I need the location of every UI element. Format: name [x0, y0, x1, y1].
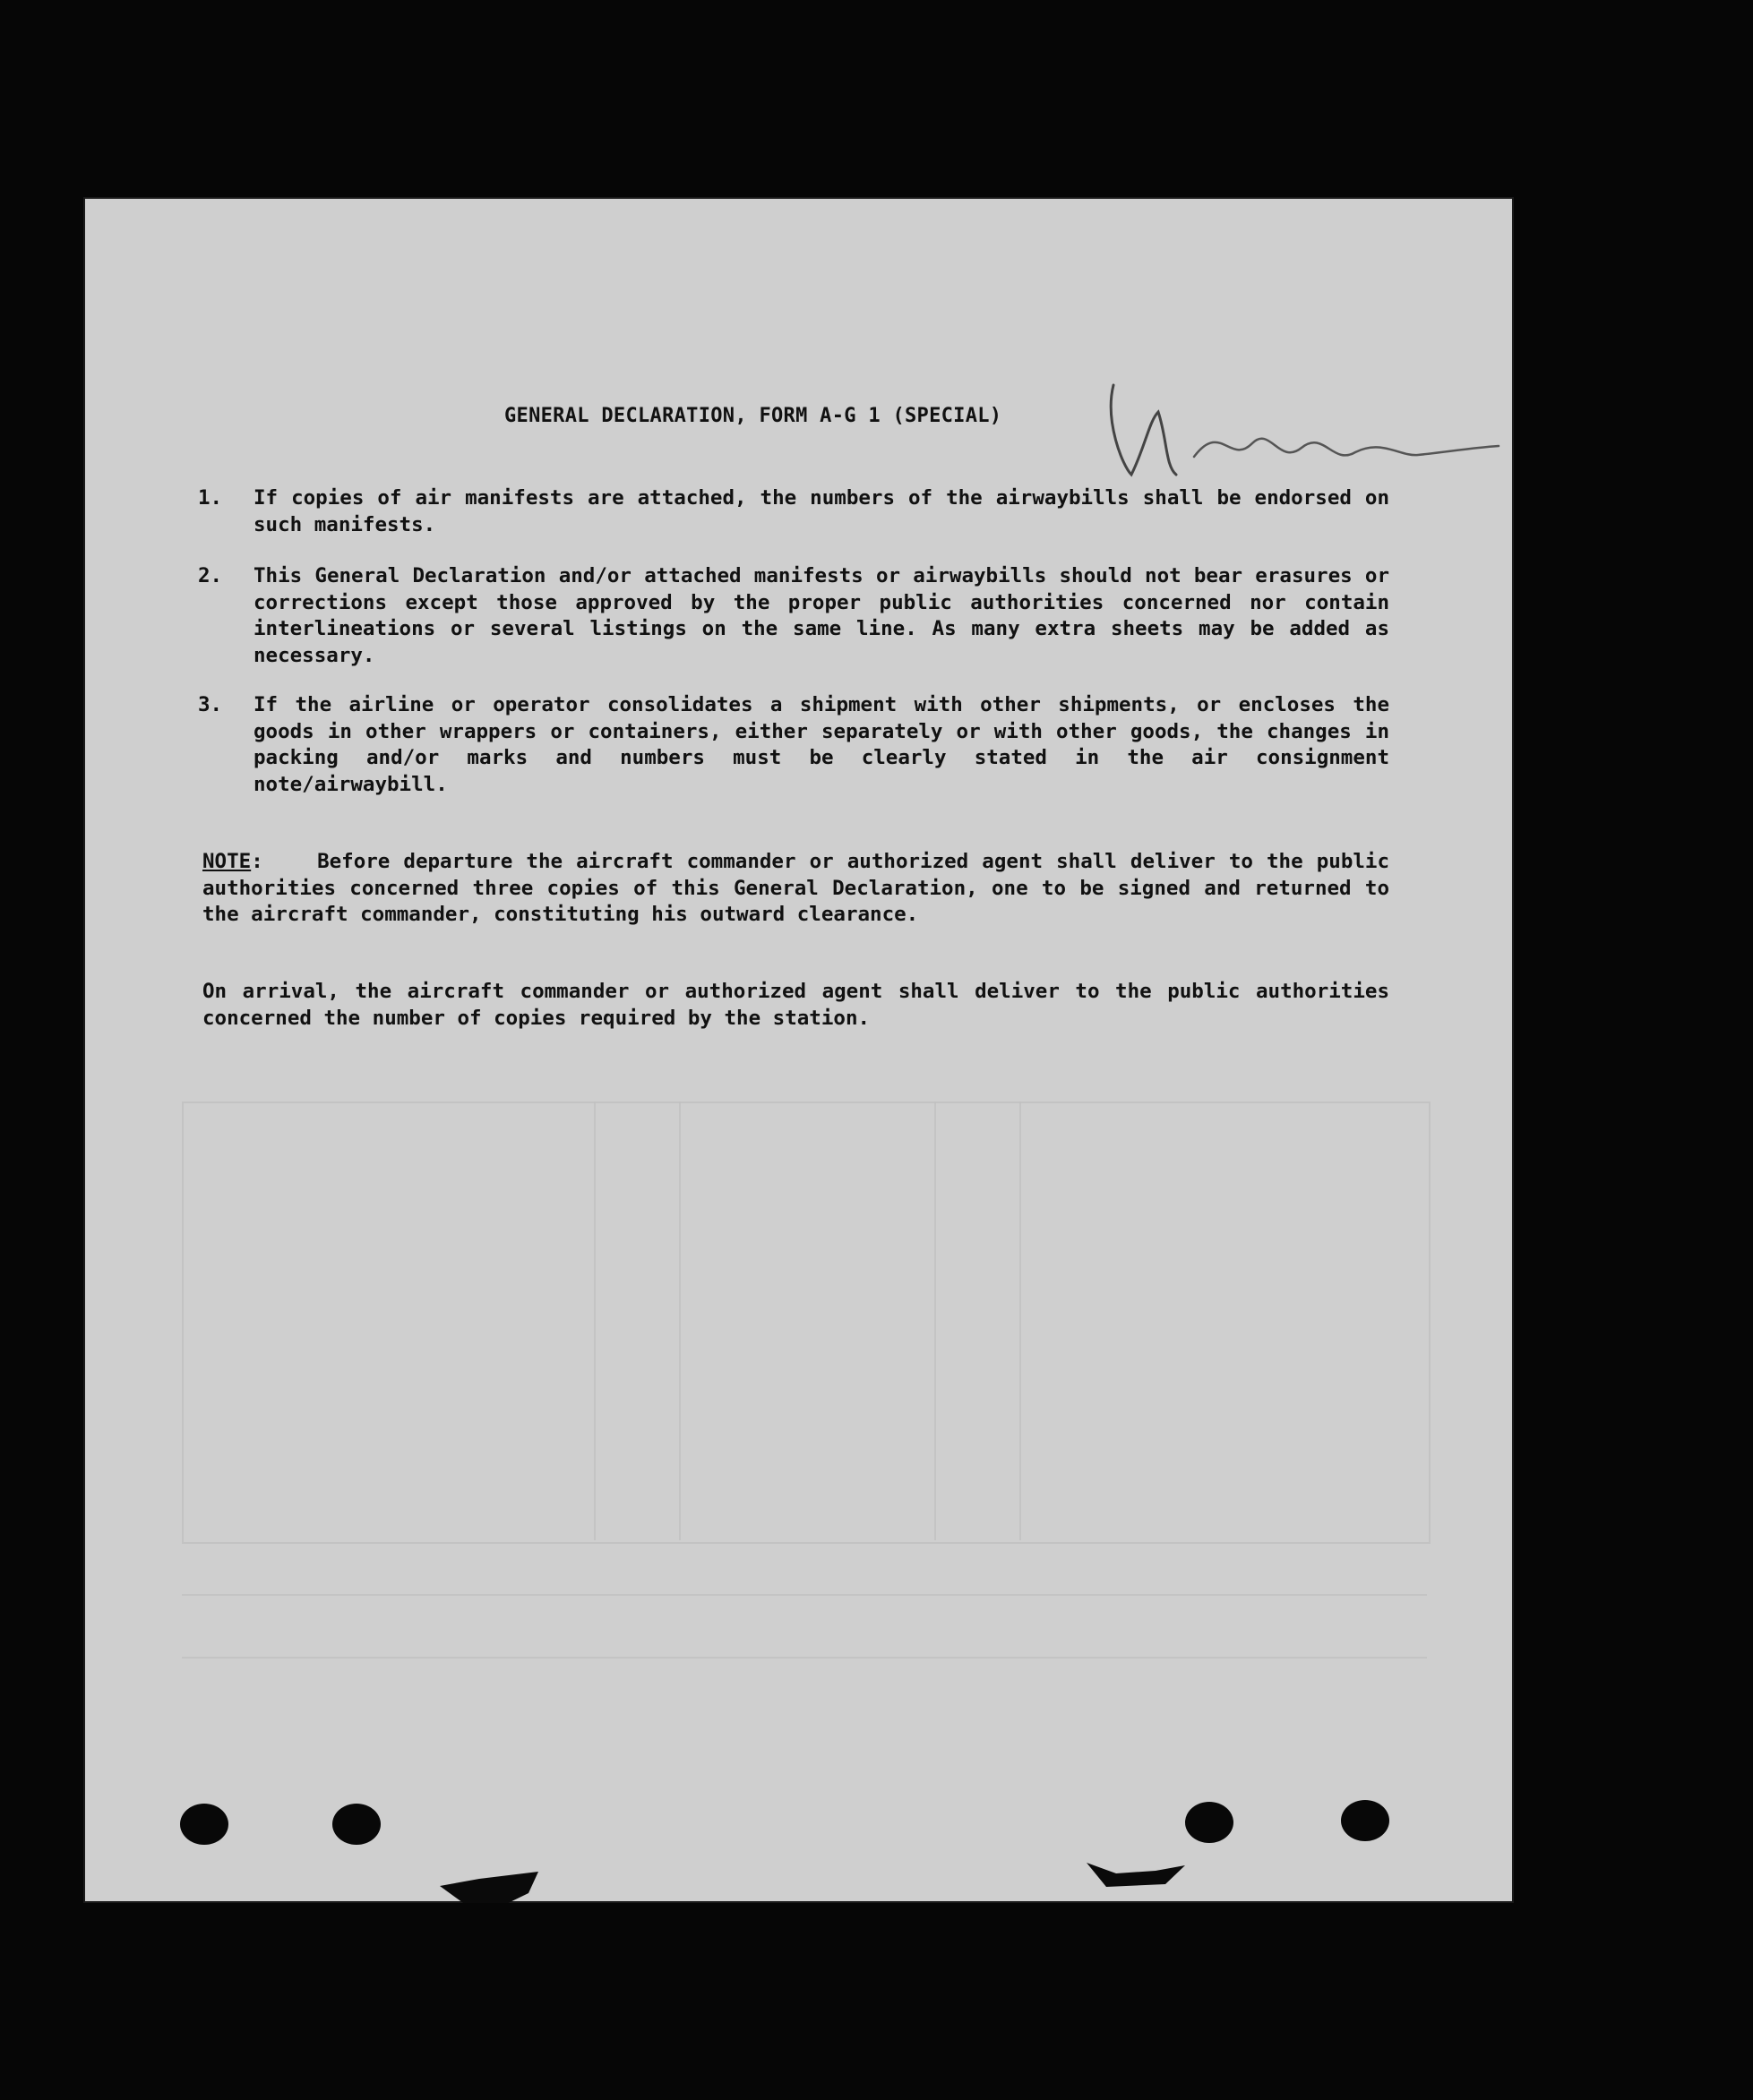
item-text: If copies of air manifests are attached, the numbers of the airwaybills shall be endorsed on such manifests. — [253, 486, 1389, 536]
handwritten-mark — [1096, 367, 1508, 501]
punch-hole — [1185, 1802, 1233, 1843]
note-colon: : — [251, 850, 263, 873]
item-number: 1. — [198, 486, 223, 510]
item-number: 3. — [198, 693, 223, 716]
item-text: This General Declaration and/or attached manifests or airwaybills should not bear erasures or corrections except those approved by the proper public authorities concerned nor contain interlineations or several listings on the same line. As many extra sheets may be added as necessary. — [253, 564, 1389, 667]
note-paragraph — [202, 849, 1389, 929]
punch-hole — [1341, 1800, 1389, 1841]
note-text: Before departure the aircraft commander or authorized agent shall deliver to the public authorities concerned three copies of this General Declaration, one to be signed and returned to the aircraft commander, constituting his outward clearance. — [202, 850, 1389, 926]
item-number: 2. — [198, 564, 223, 587]
page-title: GENERAL DECLARATION, FORM A-G 1 (SPECIAL) — [504, 405, 1002, 427]
punch-hole — [180, 1804, 228, 1845]
document-page — [83, 197, 1514, 1903]
list-item — [198, 563, 1389, 669]
list-item — [198, 692, 1389, 798]
note-label: NOTE — [202, 850, 252, 873]
document-content — [83, 197, 1514, 1903]
list-item — [198, 485, 1389, 538]
punch-hole — [332, 1804, 381, 1845]
arrival-paragraph: On arrival, the aircraft commander or authorized agent shall deliver to the public authorities concerned the number of copies required by the station. — [202, 980, 1389, 1030]
item-text: If the airline or operator consolidates a shipment with other shipments, or encloses the goods in other wrappers or containers, either separately or with other goods, the changes in packing and/or marks and numbers must be clearly stated in the air consignment note/airwaybill. — [253, 693, 1389, 796]
